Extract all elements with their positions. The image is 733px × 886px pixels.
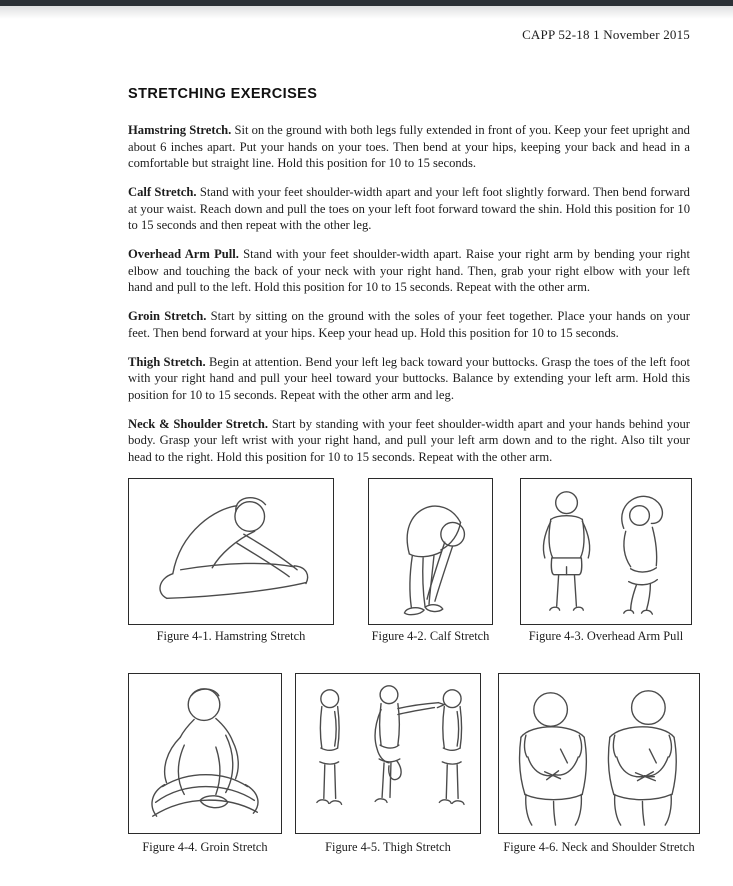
figure-caption: Figure 4-6. Neck and Shoulder Stretch [503, 840, 695, 854]
figure-4-5-box [295, 673, 481, 834]
paragraph-label: Groin Stretch. [128, 309, 207, 323]
paragraph-label: Thigh Stretch. [128, 354, 206, 369]
paragraph-text: Sit on the ground with both legs fully extended in front of you. Keep your feet upright and about 6 inches apart. Put your hands on your toes. Then bend at your hips, keeping your back and head in a comfortable but straight line. Hold this position for 10 to 15 seconds. [128, 123, 690, 170]
paragraph-hamstring-stretch [128, 122, 690, 172]
figure-4-3-box [520, 478, 692, 625]
paragraph-overhead-arm-pull [128, 246, 690, 296]
figure-4-2-box [368, 478, 493, 625]
overhead-arm-pull-drawing [521, 479, 691, 624]
figure-caption: Figure 4-4. Groin Stretch [142, 840, 268, 854]
top-bar-shadow [0, 6, 733, 19]
figure-4-1-box [128, 478, 334, 625]
paragraph-neck-shoulder-stretch [128, 416, 690, 466]
paragraph-label: Calf Stretch. [128, 185, 197, 199]
figure-caption: Figure 4-2. Calf Stretch [371, 629, 490, 643]
paragraph-label: Hamstring Stretch. [128, 123, 232, 137]
paragraph-groin-stretch [128, 308, 690, 341]
calf-stretch-drawing [369, 479, 492, 624]
figure-caption: Figure 4-1. Hamstring Stretch [156, 629, 306, 643]
figure-caption: Figure 4-5. Thigh Stretch [325, 840, 451, 854]
hamstring-stretch-drawing [129, 479, 333, 624]
paragraph-text: Start by standing with your feet shoulder-width apart and your hands behind your body. Grasp your left wrist with your right hand, and pull your left arm down and to the right. Also tilt your head to the right. Hold this position for 10 to 15 seconds. Repeat with the other arm. [128, 416, 690, 464]
thigh-stretch-drawing [296, 674, 480, 833]
figure-4-6-box [498, 673, 700, 834]
page-title: STRETCHING EXERCISES [128, 86, 318, 102]
paragraph-thigh-stretch [128, 354, 690, 404]
body-text-column [128, 122, 690, 478]
paragraph-label: Neck & Shoulder Stretch. [128, 416, 269, 431]
paragraph-text: Stand with your feet shoulder-width apart. Raise your right arm by bending your right elbow and touching the back of your neck with your right hand. Then, grab your right elbow with your left hand and pull to the left. Hold this position for 10 to 15 seconds. Repeat with the other arm. [128, 247, 690, 294]
paragraph-label: Overhead Arm Pull. [128, 247, 239, 261]
paragraph-text: Stand with your feet shoulder-width apart and your left foot slightly forward. Then bend forward at your waist. Reach down and pull the toes on your left foot forward toward the shin. Hold this position for 10 to 15 seconds and then repeat with the other leg. [128, 185, 690, 232]
groin-stretch-drawing [129, 674, 281, 833]
figure-4-4-box [128, 673, 282, 834]
document-reference-header: CAPP 52-18 1 November 2015 [522, 27, 690, 42]
paragraph-text: Start by sitting on the ground with the soles of your feet together. Place your hands on your feet. Then bend forward at your hips. Keep your head up. Hold this position for 10 to 15 seconds. [128, 309, 690, 340]
paragraph-calf-stretch [128, 184, 690, 234]
figure-caption: Figure 4-3. Overhead Arm Pull [528, 629, 684, 643]
paragraph-text: Begin at attention. Bend your left leg back toward your buttocks. Grasp the toes of the left foot with your right hand and pull your heel toward your buttocks. Balance by extending your left arm. Hold this position for 10 to 15 seconds. Repeat with the other arm and leg. [128, 354, 690, 402]
neck-shoulder-stretch-drawing [499, 674, 699, 833]
